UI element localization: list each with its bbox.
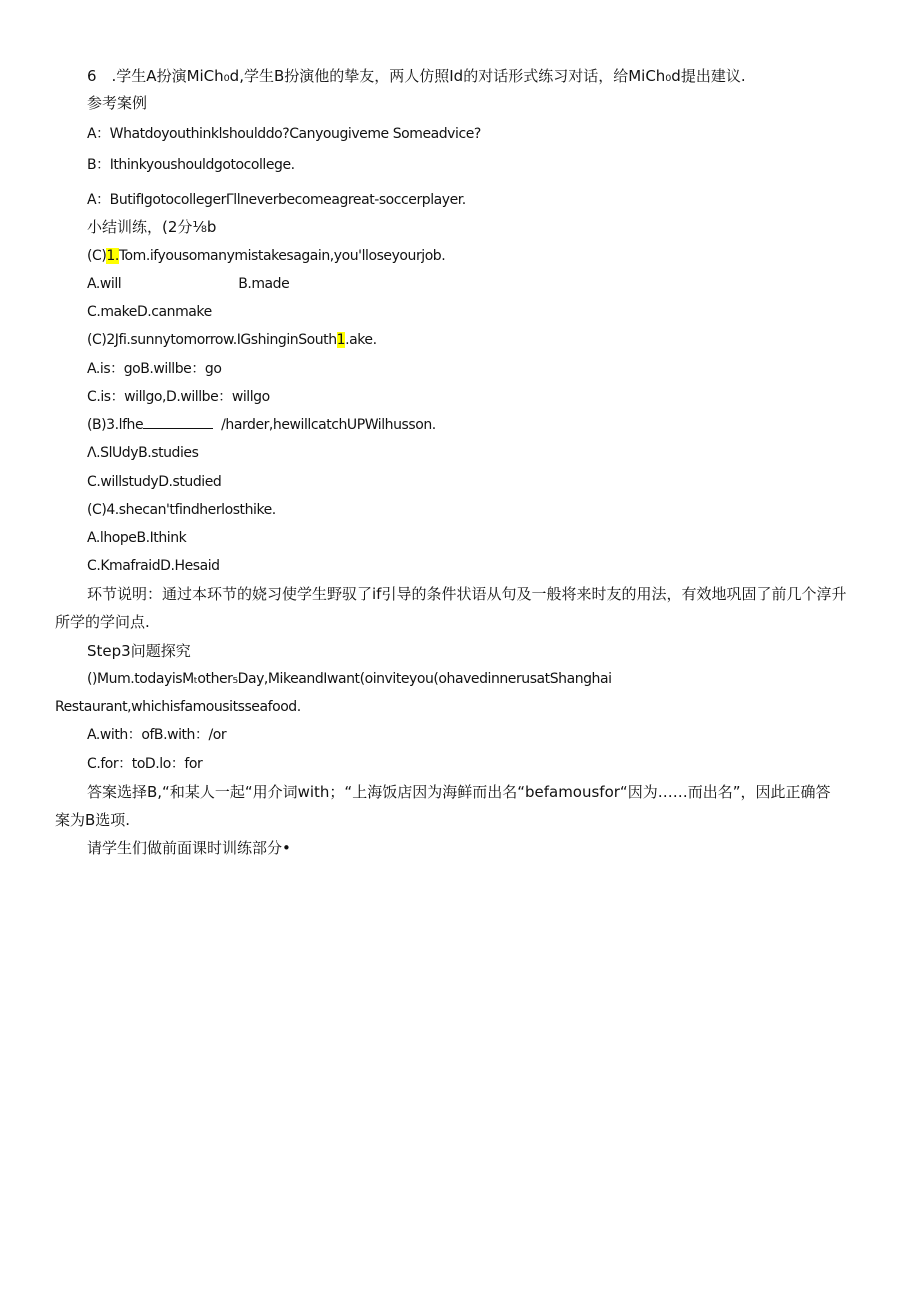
question-3-options-cd: C.willstudyD.studied xyxy=(87,474,222,490)
dialogue-line-a1: A：Whatdoyouthinklshoulddo?Canyougiveme Someadvice? xyxy=(87,126,481,142)
question-3-text-start: (B)3.lfhe xyxy=(87,417,144,433)
question-1-answer: (C) xyxy=(87,248,107,264)
option-a: A.will xyxy=(87,276,122,292)
highlight-mark: 1. xyxy=(106,248,119,264)
section-explanation: 环节说明：通过本环节的娆习使学生野驭了if引导的条件状语从句及一般将来时友的用法，有效地巩固了前几个淳升 xyxy=(87,585,847,603)
answer-explanation-cont: 案为B选项. xyxy=(55,811,131,829)
question-1 xyxy=(87,246,445,266)
step3-options-ab: A.with：ofB.with：/or xyxy=(87,727,227,743)
question-2-options-ab: A.is：goB.willbe：go xyxy=(87,361,222,377)
closing-instruction: 请学生们做前面课时训练部分• xyxy=(87,839,291,857)
question-3-options-ab: Λ.SlUdyB.studies xyxy=(87,445,199,461)
answer-explanation: 答案选择B,“和某人一起“用介词with；“上海饭店因为海鲜而出名“befamousfor“因为……而出名”，因此正确答 xyxy=(87,783,831,801)
reference-example-heading: 参考案例 xyxy=(87,94,148,112)
highlight-mark: 1 xyxy=(336,332,346,348)
summary-practice-heading: 小结训练，(2分⅛b xyxy=(87,218,217,236)
question-1-text: Tom.ifyousomanymistakesagain,you'lloseyourjob. xyxy=(118,248,446,264)
dialogue-line-a2: A：ButifIgotocollegerΓllneverbecomeagreat-soccerplayer. xyxy=(87,192,466,208)
question-2 xyxy=(87,330,377,350)
dialogue-line-b1: B：Ithinkyoushouldgotocollege. xyxy=(87,157,295,173)
question-4-options-cd: C.KmafraidD.Hesaid xyxy=(87,558,220,574)
option-b: B.made xyxy=(238,276,290,292)
question-4-options-ab: A.lhopeB.Ithink xyxy=(87,530,187,546)
question-2-text-start: (C)2Jfi.sunnytomorrow.IGshinginSouth xyxy=(87,332,337,348)
question-3 xyxy=(87,415,436,435)
section-explanation-cont: 所学的学问点. xyxy=(55,613,150,631)
question-3-text-end: /harder,hewillcatchUPWilhusson. xyxy=(221,417,436,433)
question-1-options-cd: C.makeD.canmake xyxy=(87,304,212,320)
step3-question: ()Mum.todayisMₜother₅Day,MikeandIwant(oinviteyou(ohavedinnerusatShanghai xyxy=(87,671,612,687)
step3-heading: Step3问题探究 xyxy=(87,642,191,660)
question-2-text-end: .ake. xyxy=(345,332,377,348)
question-2-options-cd: C.is：willgo,D.willbe：willgo xyxy=(87,389,270,405)
step3-options-cd: C.for：toD.lo：for xyxy=(87,756,203,772)
step3-question-cont: Restaurant,whichisfamousitsseafood. xyxy=(55,699,301,715)
question-4: (C)4.shecan'tfindherlosthike. xyxy=(87,502,276,518)
question-1-options-ab xyxy=(87,274,289,294)
exercise-6-instruction: 6 .学生A扮演MiCh₀d,学生B扮演他的挚友，两人仿照Id的对话形式练习对话，给MiCh₀d提出建议. xyxy=(87,67,746,85)
answer-blank xyxy=(143,415,213,429)
